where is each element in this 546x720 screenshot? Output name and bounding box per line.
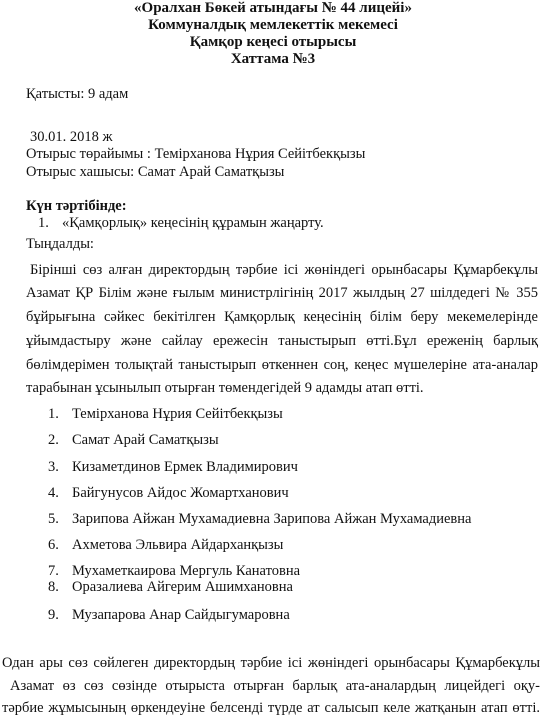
meeting-date: 30.01. 2018 ж (30, 129, 113, 145)
member-list-item (48, 406, 283, 423)
member-list-item (48, 511, 471, 528)
member-name: Темірханова Нұрия Сейітбекқызы (72, 406, 283, 422)
heard-paragraph-line: бұйрығына сәйкес бекітілген Қамқорлық кеңесінің білім беру мекемелерінде (26, 309, 538, 325)
heard-label: Тыңдалды: (26, 236, 94, 252)
closing-paragraph-line: Азамат өз сөз сөзінде отырыста отырған барлық ата-аналардың лицейдегі оқу- (10, 678, 540, 694)
member-name: Музапарова Анар Сайдыгумаровна (72, 607, 290, 623)
header-meeting-title: Қамқор кеңесі отырысы (189, 34, 357, 50)
member-number: 6. (48, 537, 59, 553)
closing-paragraph-line: тәрбие жұмысының өркендеуіне белсенді түрде ат салысып келе жатқанын атап өтті. (2, 700, 540, 716)
heard-paragraph-line: бөлімдерімен толықтай таныстырып өткеннен соң, кеңес мүшелеріне ата-аналар (26, 357, 538, 373)
member-list-item (48, 579, 293, 596)
member-name: Кизаметдинов Ермек Владимирович (72, 459, 298, 475)
heard-paragraph-line: Азамат ҚР Білім және ғылым министрлігінің 2017 жылдың 27 шілдедегі № 355 (26, 285, 538, 301)
closing-paragraph-line: Одан ары сөз сөйлеген директордың тәрбие ісі жөніндегі орынбасары Құмарбекұлы (2, 655, 540, 671)
member-number: 5. (48, 511, 59, 527)
member-list-item (48, 459, 298, 476)
member-number: 7. (48, 563, 59, 579)
member-name: Оразалиева Айгерим Ашимхановна (72, 579, 293, 595)
member-list-item (48, 537, 283, 554)
meeting-chair: Отырыс төрайымы : Темірханова Нұрия Сейітбекқызы (26, 146, 366, 162)
member-list-item (48, 563, 300, 580)
member-list-item (48, 432, 219, 449)
member-name: Зарипова Айжан Мухамадиевна Зарипова Айжан Мухамадиевна (72, 511, 472, 527)
member-number: 8. (48, 579, 59, 595)
attendance-text: Қатысты: 9 адам (26, 86, 129, 102)
header-protocol-number: Хаттама №3 (230, 51, 316, 67)
agenda-item-text: «Қамқорлық» кеңесінің құрамын жаңарту. (62, 215, 324, 231)
heard-paragraph-line: Бірінші сөз алған директордың тәрбие ісі жөніндегі орынбасары Құмарбекұлы (30, 262, 538, 278)
agenda-item-number: 1. (38, 215, 49, 231)
header-institution-type: Коммуналдық мемлекеттік мекемесі (148, 17, 398, 33)
member-number: 1. (48, 406, 59, 422)
agenda-heading: Күн тәртібінде: (26, 198, 127, 214)
member-number: 2. (48, 432, 59, 448)
member-list-item (48, 607, 290, 624)
member-name: Байгунусов Айдос Жомартханович (72, 485, 289, 501)
meeting-secretary: Отырыс хашысы: Самат Арай Саматқызы (26, 164, 285, 180)
agenda-item (38, 215, 324, 232)
member-list-item (48, 485, 289, 502)
member-number: 3. (48, 459, 59, 475)
member-number: 4. (48, 485, 59, 501)
member-name: Самат Арай Саматқызы (72, 432, 219, 448)
heard-paragraph-line: ұйымдастыру және сайлау ережесін таныстырып өтті.Бұл ереженің барлық (26, 333, 538, 349)
member-number: 9. (48, 607, 59, 623)
header-school-name: «Оралхан Бөкей атындағы № 44 лицейі» (134, 0, 412, 16)
member-name: Ахметова Эльвира Айдарханқызы (72, 537, 284, 553)
member-name: Мухаметкаирова Мергуль Канатовна (72, 563, 301, 579)
heard-paragraph-line: тарабынан ұсынылып отырған төмендегідей 9 адамды атап өтті. (26, 380, 424, 396)
